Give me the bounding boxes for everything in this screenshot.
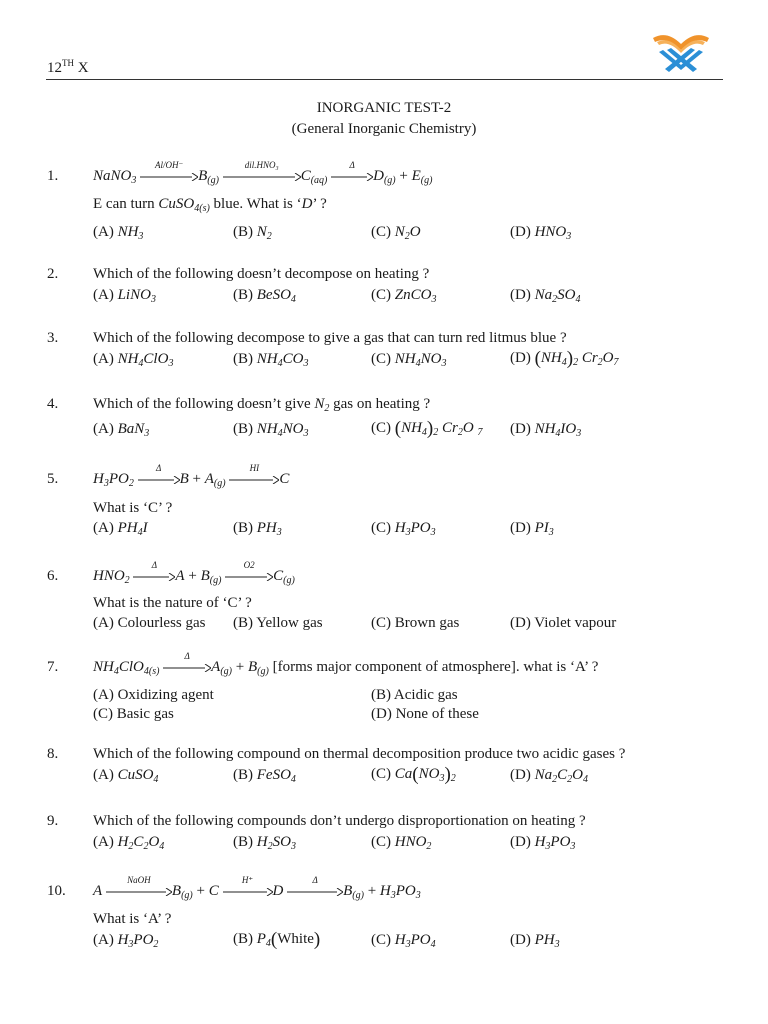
reaction-equation: A NaOH $B_{(g)} + C$ H⁺ D Δ $B_{(g)} + H_3PO_3$ [93, 874, 421, 901]
option-b[interactable]: (B) Acidic gas [371, 687, 458, 703]
question-number: 9. [47, 813, 59, 829]
class-label: 12 [47, 60, 62, 76]
option-c[interactable]: (C) $H_3PO_4$ [371, 932, 436, 950]
option-a[interactable]: (A) $NH_4ClO_3$ [93, 351, 174, 369]
question-number: 8. [47, 746, 59, 762]
question-text: Which of the following decompose to give a gas that can turn red litmus blue ? [93, 330, 567, 346]
question-text: Which of the following compound on thermal decomposition produce two acidic gases ? [93, 746, 626, 762]
reaction-arrow: Δ [138, 476, 180, 484]
reaction-arrow: Δ [331, 173, 373, 181]
test-subtitle: (General Inorganic Chemistry) [291, 121, 477, 137]
option-a[interactable]: (A) Colourless gas [93, 615, 206, 631]
option-b[interactable]: (B) FeSO$_4$ [233, 767, 296, 785]
option-a[interactable]: (A) Oxidizing agent [93, 687, 214, 703]
option-d[interactable]: (D) None of these [371, 706, 479, 722]
option-c[interactable]: (C) ZnCO$_3$ [371, 287, 437, 305]
reaction-arrow: Δ [163, 664, 211, 672]
option-c[interactable]: (C) $NH_4NO_3$ [371, 351, 447, 369]
question-text: What is ‘A’ ? [93, 911, 172, 927]
question-text: [forms major component of atmosphere]. what is ‘A’ ? [272, 659, 599, 675]
option-d[interactable]: (D) $NH_4IO_3$ [510, 421, 582, 439]
question-text: Which of the following doesn’t decompose on heating ? [93, 266, 430, 282]
question-number: 10. [47, 883, 66, 899]
option-a[interactable]: (A) $NH_3$ [93, 224, 144, 242]
question-text: Which of the following doesn’t give $N_2$ gas on heating ? [93, 396, 431, 414]
option-a[interactable]: (A) $PH_4I$ [93, 520, 148, 538]
option-b[interactable]: (B) BeSO$_4$ [233, 287, 296, 305]
question-text: What is the nature of ‘C’ ? [93, 595, 252, 611]
option-a[interactable]: (A) $H_3PO_2$ [93, 932, 159, 950]
question-number: 1. [47, 168, 59, 184]
option-c[interactable]: (C) $Ca(NO_3)_2$ [371, 764, 456, 785]
question-number: 5. [47, 471, 59, 487]
question-number: 6. [47, 568, 59, 584]
option-c[interactable]: (C) $HNO_2$ [371, 834, 432, 852]
question-number: 4. [47, 396, 59, 412]
option-d[interactable]: (D) $HNO_3$ [510, 224, 572, 242]
class-sup: TH [62, 58, 74, 68]
reaction-equation: $H_3PO_2$ Δ $B + A_{(g)}$ HI C [93, 462, 290, 489]
option-d[interactable]: (D) Violet vapour [510, 615, 617, 631]
question-text: E can turn CuSO$_{4(s)}$ blue. What is ‘D’ ? [93, 196, 327, 214]
reaction-equation: $HNO_2$ Δ $A + B_{(g)}$ O2 $C_{(g)}$ [93, 559, 295, 586]
option-a[interactable]: (A) CuSO$_4$ [93, 767, 159, 785]
option-c[interactable]: (C) $(NH_4)_2$ $Cr_2O$ $_7$ [371, 418, 483, 439]
option-d[interactable]: (D) $(NH_4)_2$ $Cr_2O_7$ [510, 348, 619, 369]
option-c[interactable]: (C) Basic gas [93, 706, 174, 722]
question-number: 7. [47, 659, 59, 675]
reaction-arrow: Al/OH⁻ [140, 173, 198, 181]
book-logo-icon [645, 28, 717, 76]
reaction-arrow: HI [229, 476, 279, 484]
option-b[interactable]: (B) Yellow gas [233, 615, 323, 631]
question-number: 3. [47, 330, 59, 346]
option-d[interactable]: (D) $Na_2SO_4$ [510, 287, 581, 305]
option-d[interactable]: (D) $PH_3$ [510, 932, 560, 950]
reaction-arrow: dil.HNO₃ [223, 173, 301, 181]
reaction-equation: $NH_4ClO_{4(s)}$ Δ $A_{(g)} + B_{(g)}$ [forms major component of atmosphere]. what is ‘A’ ? [93, 650, 599, 677]
option-d[interactable]: (D) $PI_3$ [510, 520, 554, 538]
reaction-arrow: Δ [133, 573, 175, 581]
reaction-arrow: NaOH [106, 888, 172, 896]
option-c[interactable]: (C) $N_2O$ [371, 224, 421, 242]
option-c[interactable]: (C) Brown gas [371, 615, 460, 631]
option-b[interactable]: (B) $P_4(White)$ [233, 929, 321, 950]
question-text: What is ‘C’ ? [93, 500, 173, 516]
class-suffix: X [74, 60, 89, 76]
header-rule [46, 79, 723, 80]
reaction-arrow: O2 [225, 573, 273, 581]
reaction-arrow: Δ [287, 888, 343, 896]
option-b[interactable]: (B) $H_2SO_3$ [233, 834, 296, 852]
option-d[interactable]: (D) $Na_2C_2O_4$ [510, 767, 588, 785]
option-a[interactable]: (A) LiNO$_3$ [93, 287, 156, 305]
reaction-arrow: H⁺ [223, 888, 273, 896]
option-b[interactable]: (B) $PH_3$ [233, 520, 282, 538]
option-d[interactable]: (D) $H_3PO_3$ [510, 834, 576, 852]
reaction-equation: NaNO$_3$ Al/OH⁻ $B_{(g)}$ dil.HNO₃ $C_{(aq)}$ Δ $D_{(g)} + E_{(g)}$ [93, 159, 433, 186]
option-b[interactable]: (B) $N_2$ [233, 224, 272, 242]
test-title: INORGANIC TEST-2 [316, 100, 452, 116]
question-text: Which of the following compounds don’t undergo disproportionation on heating ? [93, 813, 586, 829]
option-a[interactable]: (A) $H_2C_2O_4$ [93, 834, 165, 852]
class-header [47, 60, 89, 77]
option-b[interactable]: (B) $NH_4CO_3$ [233, 351, 309, 369]
option-b[interactable]: (B) $NH_4NO_3$ [233, 421, 309, 439]
option-a[interactable]: (A) BaN$_3$ [93, 421, 150, 439]
question-number: 2. [47, 266, 59, 282]
option-c[interactable]: (C) $H_3PO_3$ [371, 520, 436, 538]
